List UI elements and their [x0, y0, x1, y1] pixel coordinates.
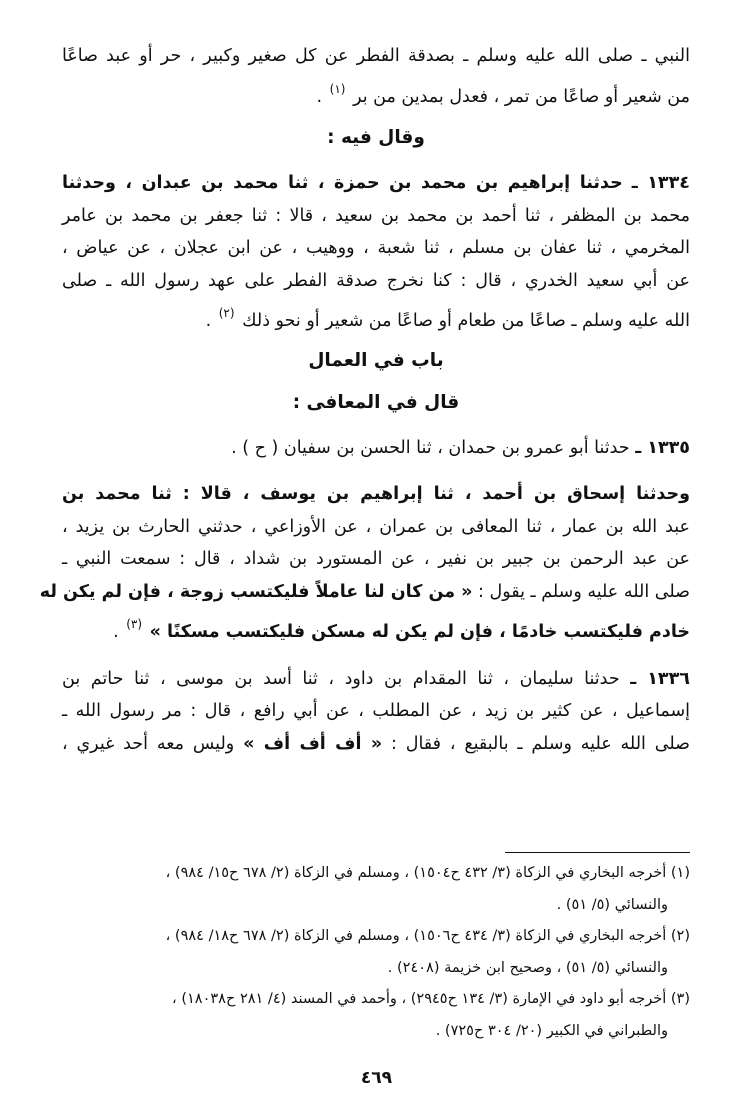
hadith-number: ١٣٣٤ ـ — [631, 173, 690, 193]
hadith-1334 — [62, 167, 690, 338]
chapter-title: باب في العمال — [308, 349, 444, 371]
period: . — [205, 311, 212, 331]
text-line — [39, 576, 690, 609]
text-fragment: من شعير أو صاعًا من تمر ، فعدل بمدين من بر — [353, 86, 690, 107]
continuation-paragraph — [62, 40, 690, 113]
text-line — [62, 432, 690, 465]
footnote-ref: (٢) — [218, 306, 235, 320]
text-fragment: صلى الله عليه وسلم ـ يقول : — [478, 581, 690, 602]
section-heading: قال في المعافى : — [292, 391, 460, 413]
text-line: إسماعيل ، عن كثير بن زيد ، عن المطلب ، عن أبي رافع ، قال : مر رسول الله ـ — [62, 701, 690, 721]
hadith-1335 — [39, 432, 690, 649]
footnote-line: والنسائي (٥/ ٥١) ، وصحيح ابن خزيمة (٢٤٠٨) . — [387, 959, 668, 976]
footnote-line: والنسائي (٥/ ٥١) . — [556, 896, 668, 913]
text-line — [62, 297, 690, 338]
text-fragment: حدثنا إبراهيم بن محمد بن حمزة ، ثنا محمد بن عبدان ، وحدثنا — [62, 173, 623, 193]
hadith-1336 — [62, 663, 690, 761]
period: . — [113, 622, 119, 642]
text-fragment: وليس معه أحد غيري ، — [62, 733, 235, 754]
period: . — [316, 86, 323, 107]
text-line — [62, 728, 690, 761]
text-line: عن عبد الرحمن بن جبير بن نفير ، عن المستورد بن شداد ، قال : سمعت النبي ـ — [62, 549, 690, 569]
section-heading: وقال فيه : — [327, 127, 425, 148]
footnote-line: (٢) أخرجه البخاري في الزكاة (٣/ ٤٣٤ ح١٥٠٦) ، ومسلم في الزكاة (٢/ ٦٧٨ ح١٨/ ٩٨٤) ، — [165, 928, 690, 944]
quoted-text: « أف أف أف » — [243, 733, 383, 754]
text-line — [62, 663, 690, 696]
footnote-separator — [505, 852, 690, 853]
footnote-ref: (٣) — [126, 617, 143, 631]
text-line: عن أبي سعيد الخدري ، قال : كنا نخرج صدقة الفطر على عهد رسول الله ـ صلى — [62, 270, 690, 291]
text-line — [62, 167, 690, 200]
quoted-text: خادم فليكتسب خادمًا ، فإن لم يكن له مسكن فليكتسب مسكنًا » — [149, 622, 690, 642]
footnote-line: (٣) أخرجه أبو داود في الإمارة (٣/ ١٣٤ ح٢٩٤٥) ، وأحمد في المسند (٤/ ٢٨١ ح١٨٠٣٨) ، — [172, 991, 690, 1007]
footnote-1 — [62, 858, 690, 921]
text-fragment: حدثنا سليمان ، ثنا المقدام بن داود ، ثنا أسد بن موسى ، ثنا حاتم بن — [62, 668, 620, 689]
page-number: ٤٦٩ — [360, 1068, 393, 1088]
hadith-number: ١٣٣٦ ـ — [630, 668, 690, 689]
text-line — [62, 608, 690, 649]
footnote-ref: (١) — [329, 81, 346, 96]
text-fragment: حدثنا أبو عمرو بن حمدان ، ثنا الحسن بن سفيان ( ح ) . — [231, 437, 630, 458]
text-line: وحدثنا إسحاق بن أحمد ، ثنا إبراهيم بن يوسف ، قالا : ثنا محمد بن — [62, 484, 690, 504]
text-line: محمد بن المظفر ، ثنا أحمد بن محمد بن سعيد ، قالا : ثنا جعفر بن محمد بن عامر — [62, 205, 690, 226]
hadith-number: ١٣٣٥ ـ — [635, 437, 690, 458]
footnote-line: والطبراني في الكبير (٢٠/ ٣٠٤ ح٧٢٥) . — [435, 1022, 668, 1039]
text-line — [62, 73, 690, 114]
footnote-3 — [62, 984, 690, 1047]
footnote-line: (١) أخرجه البخاري في الزكاة (٣/ ٤٣٢ ح١٥٠٤) ، ومسلم في الزكاة (٢/ ٦٧٨ ح١٥/ ٩٨٤) ، — [165, 865, 690, 881]
text-fragment: صلى الله عليه وسلم ـ بالبقيع ، فقال : — [391, 733, 690, 754]
footnotes — [62, 858, 690, 1047]
page-body — [39, 40, 690, 760]
spacer — [62, 464, 690, 478]
text-line: المخرمي ، ثنا عفان بن مسلم ، ثنا شعبة ، ووهيب ، عن ابن عجلان ، عن عياض ، — [62, 238, 690, 258]
quoted-text: « من كان لنا عاملاً فليكتسب زوجة ، فإن لم يكن له — [39, 581, 473, 602]
text-line: عبد الله بن عمار ، ثنا المعافى بن عمران ، عن الأوزاعي ، حدثني الحارث بن يزيد ، — [62, 516, 690, 537]
footnote-2 — [62, 921, 690, 984]
text-fragment: الله عليه وسلم ـ صاعًا من طعام أو صاعًا من شعير أو نحو ذلك — [242, 311, 690, 331]
text-line: النبي ـ صلى الله عليه وسلم ـ بصدقة الفطر عن كل صغير وكبير ، حر أو عبد صاعًا — [62, 46, 690, 66]
